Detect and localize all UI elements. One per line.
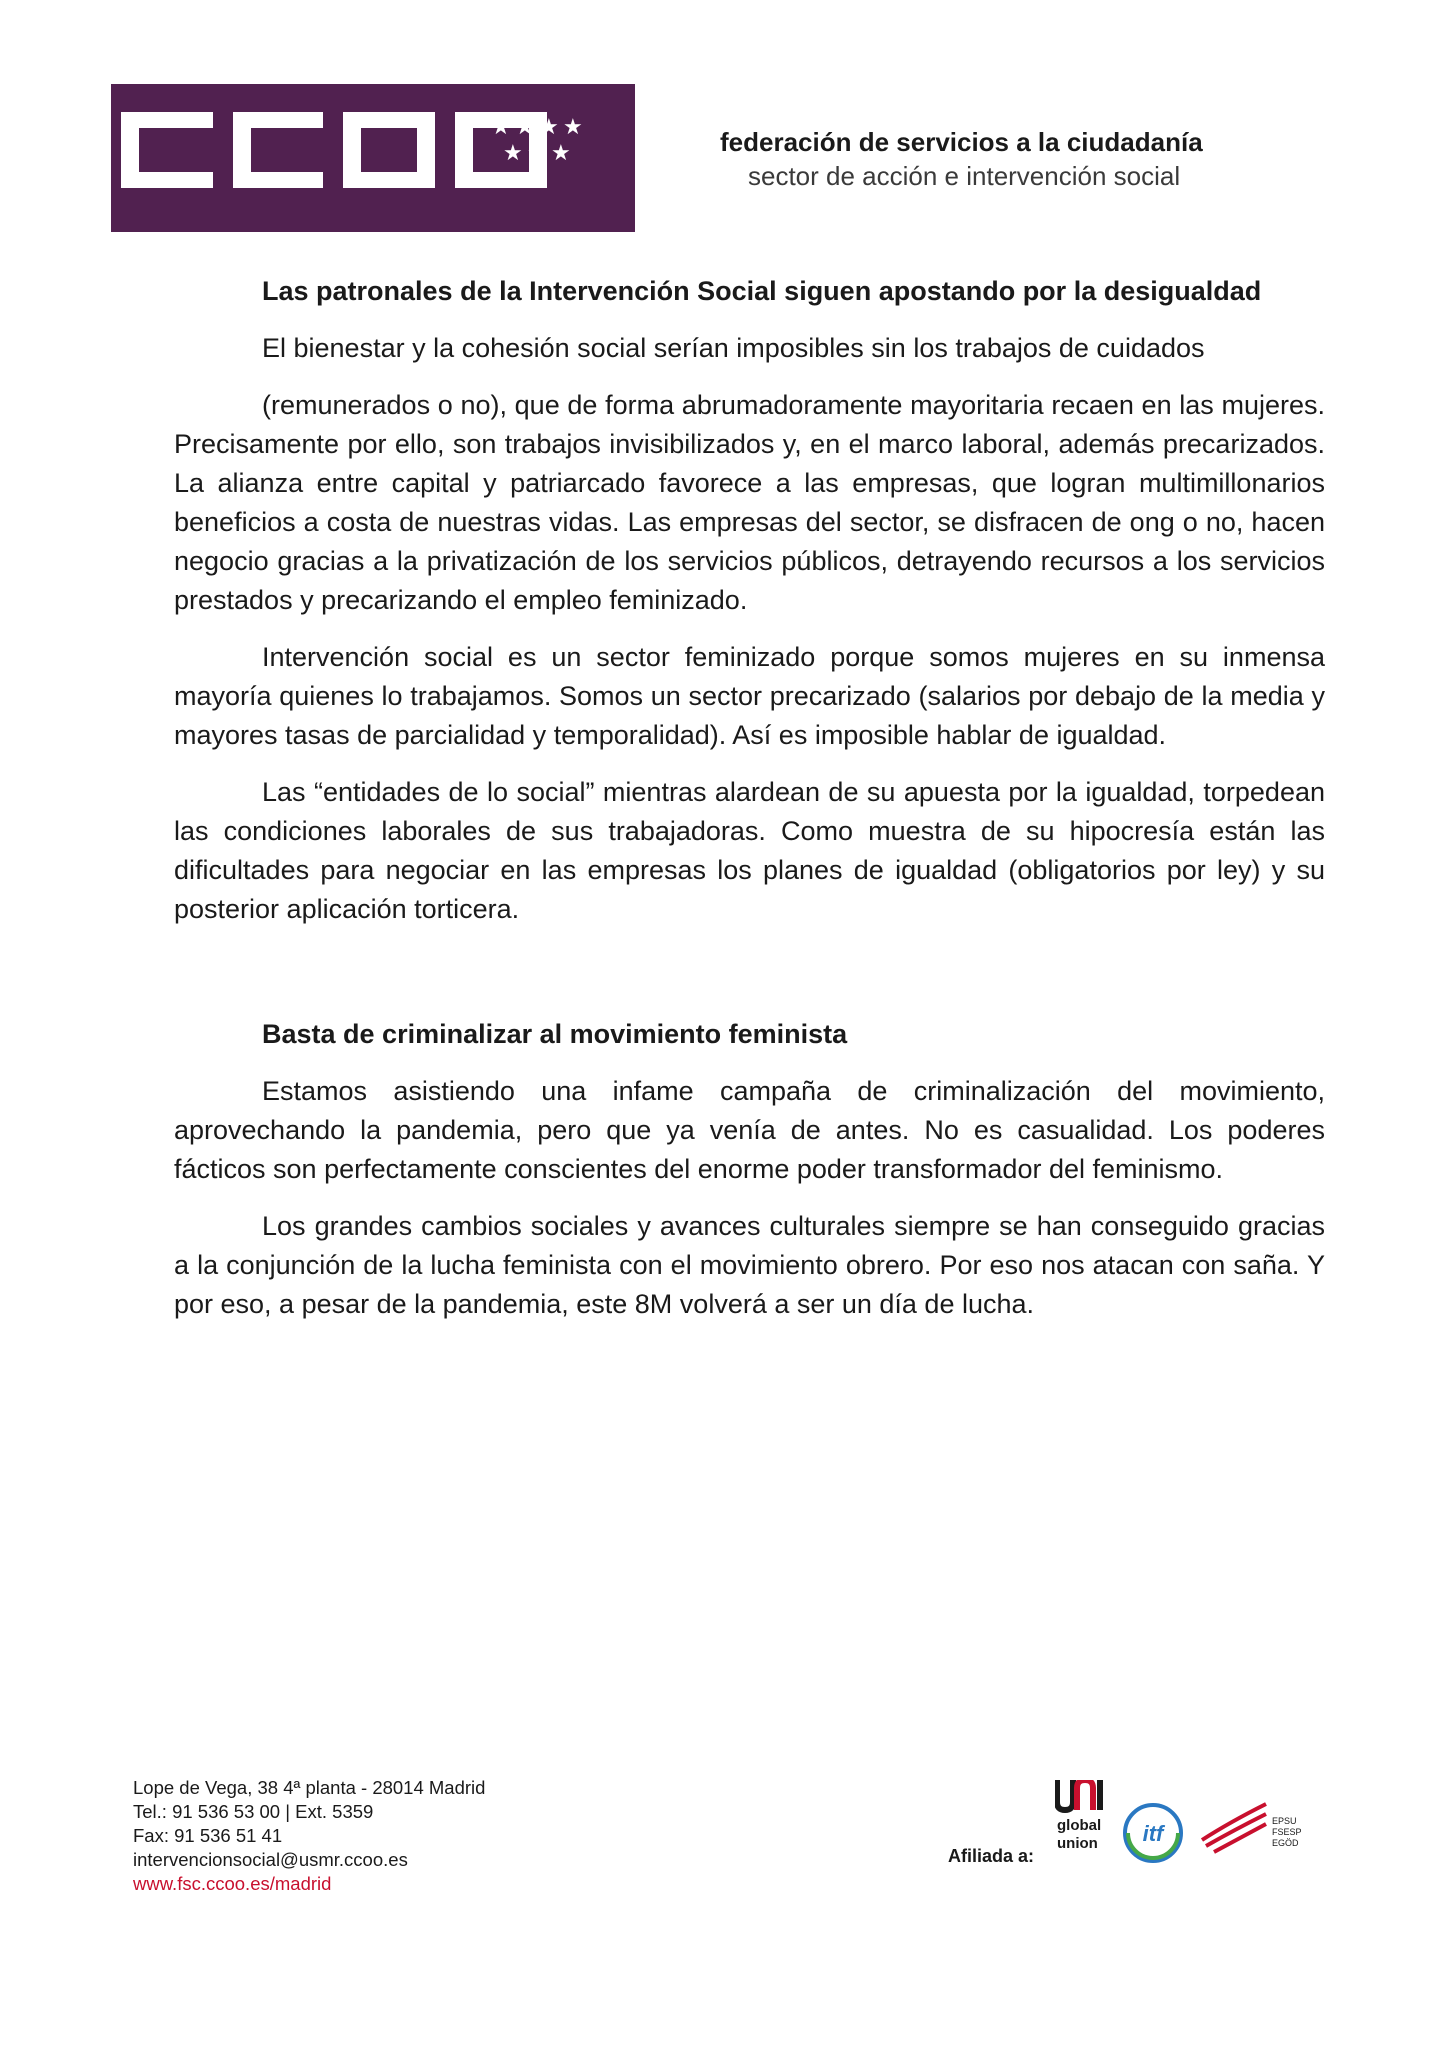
- uni-global-union-logo: [1055, 1780, 1107, 1872]
- epsu-logo: [1200, 1800, 1310, 1860]
- paragraph: El bienestar y la cohesión social serían imposibles sin los trabajos de cuidados: [262, 333, 1205, 363]
- affiliated-label: Afiliada a:: [948, 1846, 1035, 1866]
- footer-fax: Fax: 91 536 51 41: [133, 1825, 283, 1846]
- svg-text:EGÖD: EGÖD: [1272, 1838, 1299, 1848]
- svg-text:union: union: [1057, 1835, 1098, 1852]
- svg-text:global: global: [1057, 1817, 1102, 1834]
- article: [174, 272, 1325, 1342]
- svg-text:EPSU: EPSU: [1272, 1816, 1297, 1826]
- footer-email[interactable]: intervencionsocial@usmr.ccoo.es: [133, 1849, 408, 1870]
- paragraph: (remunerados o no), que de forma abrumadoramente mayoritaria recaen en las mujeres. Precisamente por ello, son trabajos invisibilizados y, en el marco laboral, además precarizados. La alianza entre capital y patriarcado favorece a las empresas, que logran multimillonarios beneficios a costa de nuestras vidas. Las empresas del sector, se disfracen de ong o no, hacen negocio gracias a la privatización de los servicios públicos, detrayendo recursos a los servicios prestados y precarizando el empleo feminizado.: [174, 390, 1325, 615]
- section-title-feminist-movement: Basta de criminalizar al movimiento feminista: [262, 1019, 848, 1049]
- org-name: federación de servicios a la ciudadanía: [720, 127, 1203, 157]
- paragraph: Las “entidades de lo social” mientras alardean de su apuesta por la igualdad, torpedean las condiciones laborales de sus trabajadoras. Como muestra de su hipocresía están las dificultades para negociar en las empresas los planes de igualdad (obligatorios por ley) y su posterior aplicación torticera.: [174, 777, 1325, 924]
- footer-contact: [133, 1776, 485, 1896]
- paragraph: Estamos asistiendo una infame campaña de criminalización del movimiento, aprovechando la pandemia, pero que ya venía de antes. No es casualidad. Los poderes fácticos son perfectamente conscientes del enorme poder transformador del feminismo.: [174, 1076, 1325, 1184]
- svg-text:★: ★: [527, 141, 547, 166]
- svg-text:itf: itf: [1142, 1821, 1164, 1846]
- footer-phone: Tel.: 91 536 53 00 | Ext. 5359: [133, 1801, 374, 1822]
- ccoo-logo-graphic: [111, 84, 635, 232]
- svg-text:★: ★: [551, 141, 571, 166]
- section-title-inequality: Las patronales de la Intervención Social siguen apostando por la desigualdad: [262, 276, 1262, 306]
- svg-text:★: ★: [515, 115, 535, 140]
- svg-text:FSESP: FSESP: [1272, 1827, 1302, 1837]
- org-sector: sector de acción e intervención social: [748, 161, 1181, 191]
- footer-website-link[interactable]: www.fsc.ccoo.es/madrid: [133, 1873, 332, 1894]
- svg-text:★: ★: [563, 115, 583, 140]
- svg-text:★: ★: [491, 115, 511, 140]
- ccoo-logo: [111, 84, 635, 232]
- paragraph: Los grandes cambios sociales y avances culturales siempre se han conseguido gracias a la conjunción de la lucha feminista con el movimiento obrero. Por eso nos atacan con saña. Y por eso, a pesar de la pandemia, este 8M volverá a ser un día de lucha.: [174, 1211, 1325, 1319]
- svg-text:★: ★: [539, 115, 559, 140]
- footer-address-line: Lope de Vega, 38 4ª planta - 28014 Madrid: [133, 1777, 486, 1798]
- itf-logo: [1120, 1800, 1186, 1866]
- svg-text:★: ★: [503, 141, 523, 166]
- paragraph: Intervención social es un sector feminizado porque somos mujeres en su inmensa mayoría quienes lo trabajamos. Somos un sector precarizado (salarios por debajo de la media y mayores tasas de parcialidad y temporalidad). Así es imposible hablar de igualdad.: [174, 642, 1325, 750]
